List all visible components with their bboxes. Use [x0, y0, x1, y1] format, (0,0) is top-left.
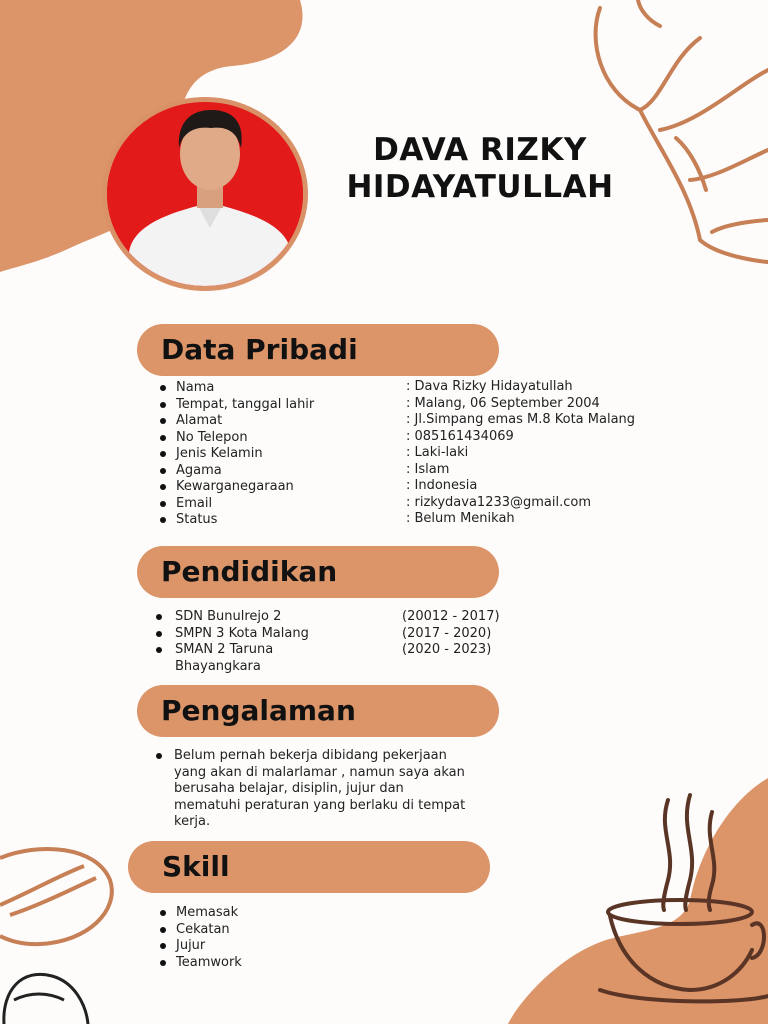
education-years: (20012 - 2017) [402, 609, 500, 624]
skill-item: Teamwork [156, 955, 242, 972]
bullet [156, 614, 162, 620]
personal-label-nama: Nama [156, 380, 314, 397]
personal-value-ttl: : Malang, 06 September 2004 [406, 396, 600, 411]
experience-line: Belum pernah bekerja dibidang pekerjaan [174, 748, 447, 763]
personal-label-ttl: Tempat, tanggal lahir [156, 397, 314, 414]
education-school: SMPN 3 Kota Malang [175, 626, 309, 641]
name-line-1: DAVA RIZKY [373, 132, 587, 168]
personal-value-agama: : Islam [406, 462, 450, 477]
experience-line: kerja. [174, 814, 211, 830]
profile-photo [102, 97, 308, 291]
personal-value-email: : rizkydava1233@gmail.com [406, 495, 592, 510]
personal-label-alamat: Alamat [156, 413, 314, 430]
education-years: (2017 - 2020) [402, 626, 492, 641]
skill-item: Jujur [156, 938, 242, 955]
personal-labels-list [156, 380, 314, 529]
personal-label-kewarganegaraan: Kewarganegaraan [156, 479, 314, 496]
personal-value-telepon: : 085161434069 [406, 429, 514, 444]
section-heading-pendidikan: Pendidikan [137, 546, 499, 598]
bullet [156, 631, 162, 637]
personal-label-email: Email [156, 496, 314, 513]
personal-label-status: Status [156, 512, 314, 529]
coffee-bean-icon [0, 849, 112, 944]
experience-line: berusaha belajar, disiplin, jujur dan [174, 781, 404, 797]
personal-value-alamat: : Jl.Simpang emas M.8 Kota Malang [406, 412, 636, 427]
personal-value-nama: : Dava Rizky Hidayatullah [406, 379, 573, 394]
skill-item: Cekatan [156, 922, 242, 939]
section-heading-skill: Skill [128, 841, 490, 893]
education-school-line2: Bhayangkara [175, 659, 261, 674]
personal-value-status: : Belum Menikah [406, 511, 515, 526]
education-school: SDN Bunulrejo 2 [175, 609, 282, 624]
personal-value-jenis-kelamin: : Laki-laki [406, 445, 469, 460]
experience-paragraph [156, 748, 496, 831]
personal-label-agama: Agama [156, 463, 314, 480]
skills-list [156, 905, 242, 971]
personal-label-telepon: No Telepon [156, 430, 314, 447]
name-line-2: HIDAYATULLAH [346, 169, 614, 205]
chef-hat-icon [596, 0, 768, 262]
experience-line: yang akan di malarlamar , namun saya akan [174, 764, 465, 780]
education-school: SMAN 2 Taruna [175, 642, 274, 657]
section-heading-data-pribadi: Data Pribadi [137, 324, 499, 376]
education-years: (2020 - 2023) [402, 642, 492, 657]
bullet [156, 647, 162, 653]
skill-item: Memasak [156, 905, 242, 922]
personal-label-jenis-kelamin: Jenis Kelamin [156, 446, 314, 463]
profile-name [300, 132, 660, 206]
experience-line: mematuhi peraturan yang berlaku di tempat [174, 797, 466, 813]
coffee-bean-icon-2 [4, 974, 88, 1024]
section-heading-pengalaman: Pengalaman [137, 685, 499, 737]
personal-value-kewarganegaraan: : Indonesia [406, 478, 478, 493]
bullet [156, 753, 162, 759]
